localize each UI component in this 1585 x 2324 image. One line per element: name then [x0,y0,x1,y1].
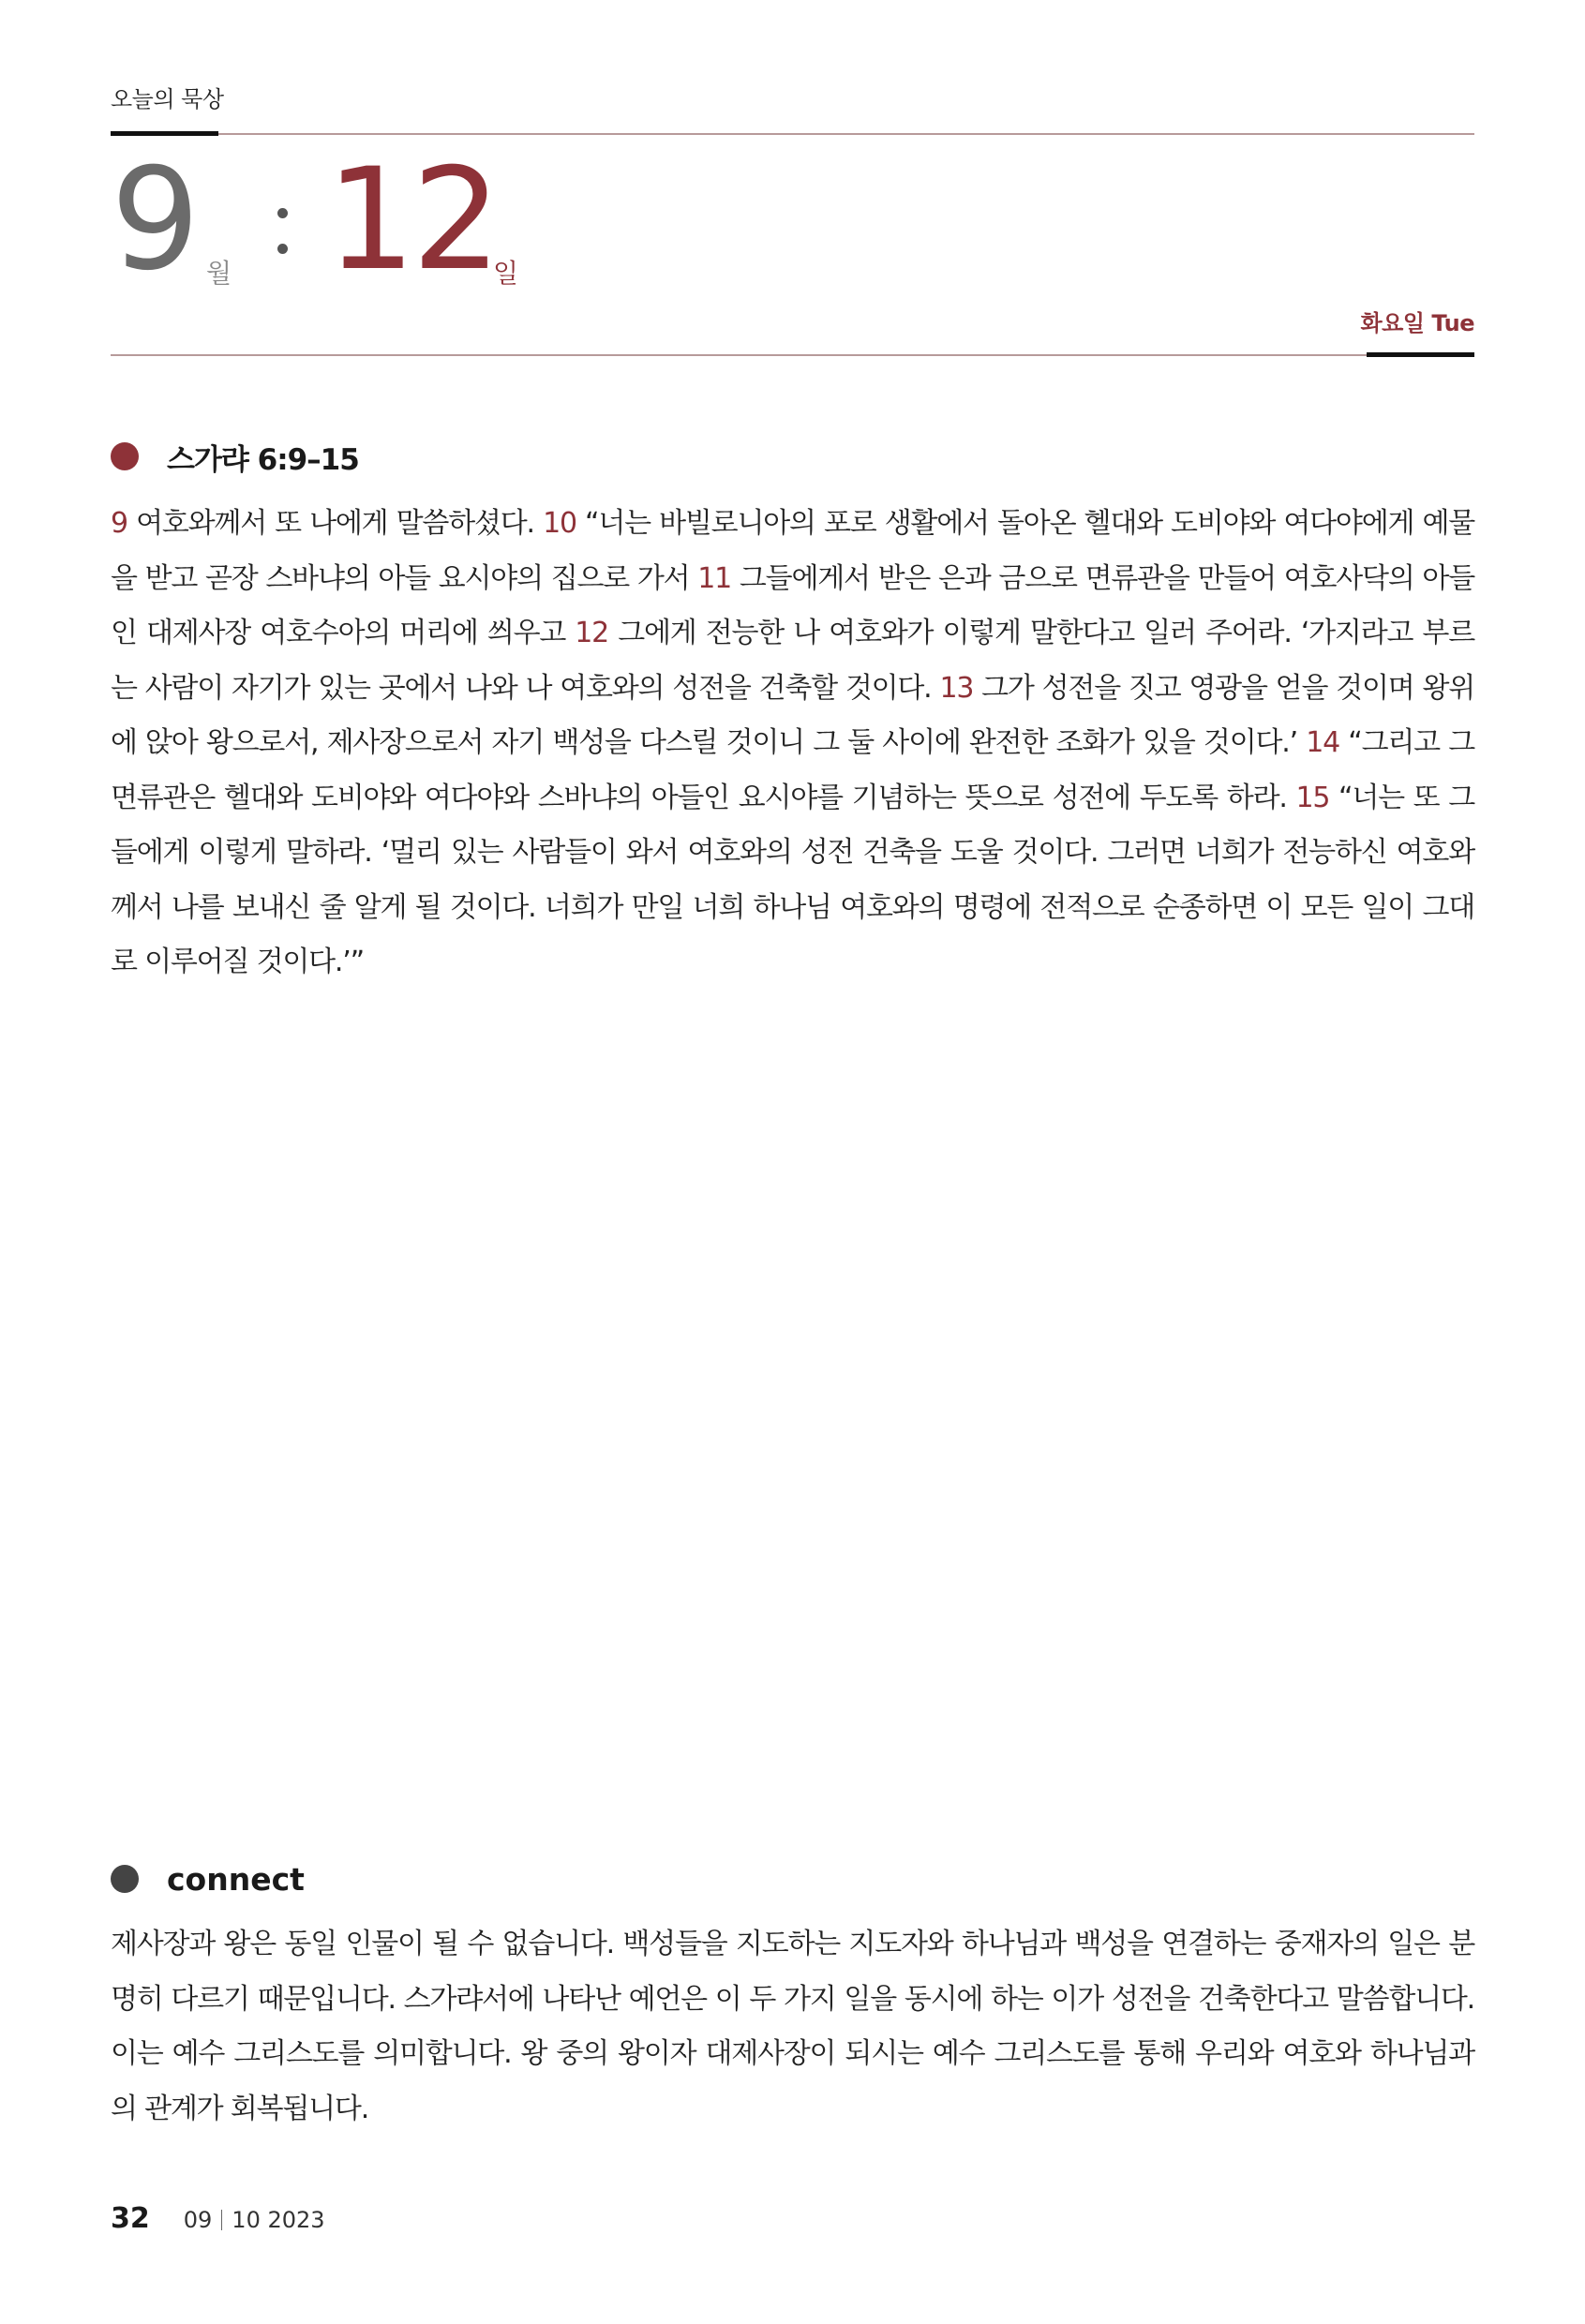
verse-number: 12 [575,617,609,649]
day-unit: 일 [493,258,519,289]
bullet-icon [111,442,139,470]
top-divider-accent [111,131,218,136]
colon-dot-top [277,208,288,218]
header-bottom-divider [111,354,1474,356]
verse-number: 11 [697,561,732,595]
colon-dot-bottom [277,244,288,254]
connect-heading [111,1858,305,1899]
top-divider [111,133,1474,135]
month-number: 9 [111,139,197,302]
day-number: 12 [326,139,498,302]
page-number: 32 [111,2202,150,2235]
verse-text: 그에게 전능한 나 여호와가 이렇게 말한다고 일러 주어라. ‘가지라고 부르는 사람이 자기가 있는 곳에서 나와 나 여호와의 성전을 건축할 것이다. [111,617,1474,705]
verse-text: “너는 바빌로니아의 포로 생활에서 돌아온 헬대와 도비야와 여다야에게 예물을 받고 곧장 스바냐의 아들 요시야의 집으로 가서 [111,507,1475,595]
issue-label [184,2207,325,2233]
scripture-text [111,497,1474,991]
verse-text: 그가 성전을 짓고 영광을 얻을 것이며 왕위에 앉아 왕으로서, 제사장으로서 자기 백성을 다스릴 것이니 그 둘 사이에 완전한 조화가 있을 것이다.’ [111,671,1474,759]
verse-text: “너는 또 그들에게 이렇게 말하라. ‘멀리 있는 사람들이 와서 여호와의 성전 건축을 도울 것이다. 그러면 너희가 전능하신 여호와께서 나를 보내신 줄 알게 될 것이다. 너희가 만일 너희 하나님 여호와의 명령에 전적으로 순종하면 이 모든 일이 그대로 이루어질 것이다.’” [111,781,1474,978]
bullet-icon [111,1865,139,1893]
weekday-label: 화요일 Tue [1360,310,1474,336]
date-display [111,139,1474,336]
verse-number: 9 [111,507,127,540]
header-bottom-divider-accent [1367,352,1474,357]
verse-number: 10 [543,507,576,540]
issue-separator [221,2210,222,2230]
connect-text: 제사장과 왕은 동일 인물이 될 수 없습니다. 백성들을 지도하는 지도자와 하나님과 백성을 연결하는 중재자의 일은 분명히 다르기 때문입니다. 스가랴서에 나타난 예언은 이 두 가지 일을 동시에 하는 이가 성전을 건축한다고 말씀합니다. 이는 예수 그리스도를 의미합니다. 왕 중의 왕이자 대제사장이 되시는 예수 그리스도를 통해 우리와 여호와 하나님과의 관계가 회복됩니다. [111,1928,1474,2125]
section-label: 오늘의 묵상 [111,86,224,112]
issue-months: 09 [183,2207,213,2233]
month-unit: 월 [206,258,232,289]
issue-rest: 10 2023 [232,2207,325,2233]
verse-number: 13 [939,671,974,705]
connect-title: connect [167,1860,305,1898]
passage-reference: 스가랴 6:9–15 [167,442,359,477]
verse-text: 그들에게서 받은 은과 금으로 면류관을 만들어 여호사닥의 아들인 대제사장 여호수아의 머리에 씌우고 [111,561,1474,649]
verse-text: 여호와께서 또 나에게 말씀하셨다. [127,507,544,540]
verse-number: 15 [1295,781,1330,814]
passage-heading [111,436,359,477]
verse-number: 14 [1306,726,1339,759]
page-footer [111,2202,325,2240]
verse-text: “그리고 그 면류관은 헬대와 도비야와 여다야와 스바냐의 아들인 요시야를 기념하는 뜻으로 성전에 두도록 하라. [111,726,1474,814]
